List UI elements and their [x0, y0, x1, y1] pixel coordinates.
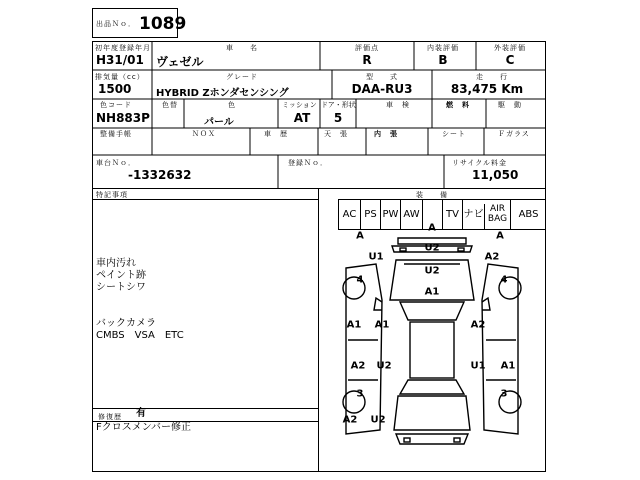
- header-inner: 内 張: [374, 130, 398, 138]
- note-line-6: バックカメラ: [96, 318, 156, 329]
- equip-ps: PS: [360, 199, 380, 230]
- damage-mark: U2: [376, 360, 392, 372]
- header-model: 型 式: [366, 73, 398, 81]
- damage-mark: A: [428, 222, 436, 234]
- note-line-3: シートシワ: [96, 282, 146, 293]
- damage-mark: 3: [500, 388, 508, 400]
- header-interior: 内装評価: [427, 44, 459, 52]
- auction-sheet: [92, 8, 546, 472]
- lot-number: 1089: [139, 14, 187, 34]
- header-color: 色: [228, 101, 236, 109]
- header-drive: 駆 動: [498, 101, 522, 109]
- equipment-header: 装 備: [416, 191, 448, 199]
- repair-line: [92, 408, 318, 409]
- damage-mark: U2: [424, 242, 440, 254]
- lot-label: 出品Ｎｏ．: [96, 20, 136, 28]
- note-line-5: [96, 306, 184, 318]
- equip-navi: ナビ: [462, 199, 484, 230]
- header-reg-date: 初年度登録年月: [95, 44, 151, 52]
- header-recycle: リサイクル料金: [452, 159, 508, 167]
- damage-mark: U1: [368, 251, 384, 263]
- damage-mark: A1: [374, 319, 390, 331]
- exterior-value: C: [505, 53, 515, 67]
- reg-date-value: H31/01: [96, 53, 144, 67]
- header-glass: Ｆガラス: [498, 130, 530, 138]
- repair-note: Fクロスメンバー修正: [96, 422, 192, 433]
- door-value: 5: [333, 111, 343, 125]
- note-line-4: [96, 294, 184, 306]
- header-seat: シート: [442, 130, 466, 138]
- damage-mark: U2: [370, 414, 386, 426]
- damage-mark: A1: [500, 360, 516, 372]
- damage-mark: A1: [346, 319, 362, 331]
- header-manual: 整備手帳: [100, 130, 132, 138]
- color-code-value: NH883P: [96, 111, 150, 125]
- damage-mark: A2: [350, 360, 366, 372]
- header-grade: グレード: [226, 73, 258, 81]
- chassis-value: -1332632: [128, 168, 192, 182]
- damage-mark: U1: [470, 360, 486, 372]
- equip-aw: AW: [400, 199, 422, 230]
- grade-value: HYBRID Zホンダセンシング: [156, 88, 289, 99]
- equip-tv: TV: [442, 199, 462, 230]
- damage-mark: A: [356, 230, 364, 242]
- equip-abs: ABS: [510, 199, 546, 230]
- interior-value: B: [438, 53, 448, 67]
- header-chassis: 車台Ｎｏ．: [96, 159, 136, 167]
- header-door: ドア・形状: [321, 101, 356, 109]
- header-fuel: 燃 料: [446, 101, 470, 109]
- header-history: 車 歴: [264, 130, 288, 138]
- header-color-code: 色コード: [100, 101, 132, 109]
- color-value: パール: [204, 117, 234, 128]
- damage-mark: A1: [424, 286, 440, 298]
- header-score: 評価点: [355, 44, 379, 52]
- damage-mark: A: [496, 230, 504, 242]
- header-mission: ミッション: [282, 101, 317, 109]
- special-notes: [96, 258, 184, 342]
- header-reg-no: 登録Ｎｏ．: [288, 159, 328, 167]
- lot-box: [92, 8, 187, 38]
- equip-airbag: AIR BAG: [484, 204, 510, 230]
- damage-mark: 4: [500, 274, 508, 286]
- header-car-name: 車 名: [226, 44, 258, 52]
- header-inspection: 車 検: [386, 101, 410, 109]
- displacement-value: 1500: [98, 82, 132, 96]
- damage-mark: 4: [356, 274, 364, 286]
- model-value: DAA-RU3: [351, 82, 413, 96]
- header-mileage: 走 行: [476, 73, 508, 81]
- note-line-7: CMBS VSA ETC: [96, 330, 184, 341]
- header-grid-lines: [92, 41, 546, 189]
- repair-history-value: 有: [136, 408, 146, 419]
- equip-pw: PW: [380, 199, 400, 230]
- note-line-1: 車内汚れ: [96, 258, 136, 269]
- equip-ac: AC: [338, 199, 360, 230]
- damage-mark: A2: [342, 414, 358, 426]
- damage-mark: U2: [424, 265, 440, 277]
- car-name-value: ヴェゼル: [156, 55, 204, 69]
- repair-history-label: 修復歴: [98, 413, 122, 421]
- header-roof: 天 張: [324, 130, 348, 138]
- damage-mark: A2: [470, 319, 486, 331]
- header-nox: ＮＯＸ: [192, 130, 216, 138]
- note-line-2: ペイント跡: [96, 270, 146, 281]
- mission-value: AT: [293, 111, 311, 125]
- header-color-change: 色替: [162, 101, 178, 109]
- recycle-value: 11,050: [472, 168, 519, 182]
- damage-mark: A2: [484, 251, 500, 263]
- header-exterior: 外装評価: [494, 44, 526, 52]
- mileage-value: 83,475 Km: [450, 82, 524, 96]
- header-displacement: 排気量（cc）: [95, 73, 145, 81]
- score-value: R: [362, 53, 372, 67]
- special-notes-header: 特記事項: [96, 191, 128, 199]
- damage-mark: 3: [356, 388, 364, 400]
